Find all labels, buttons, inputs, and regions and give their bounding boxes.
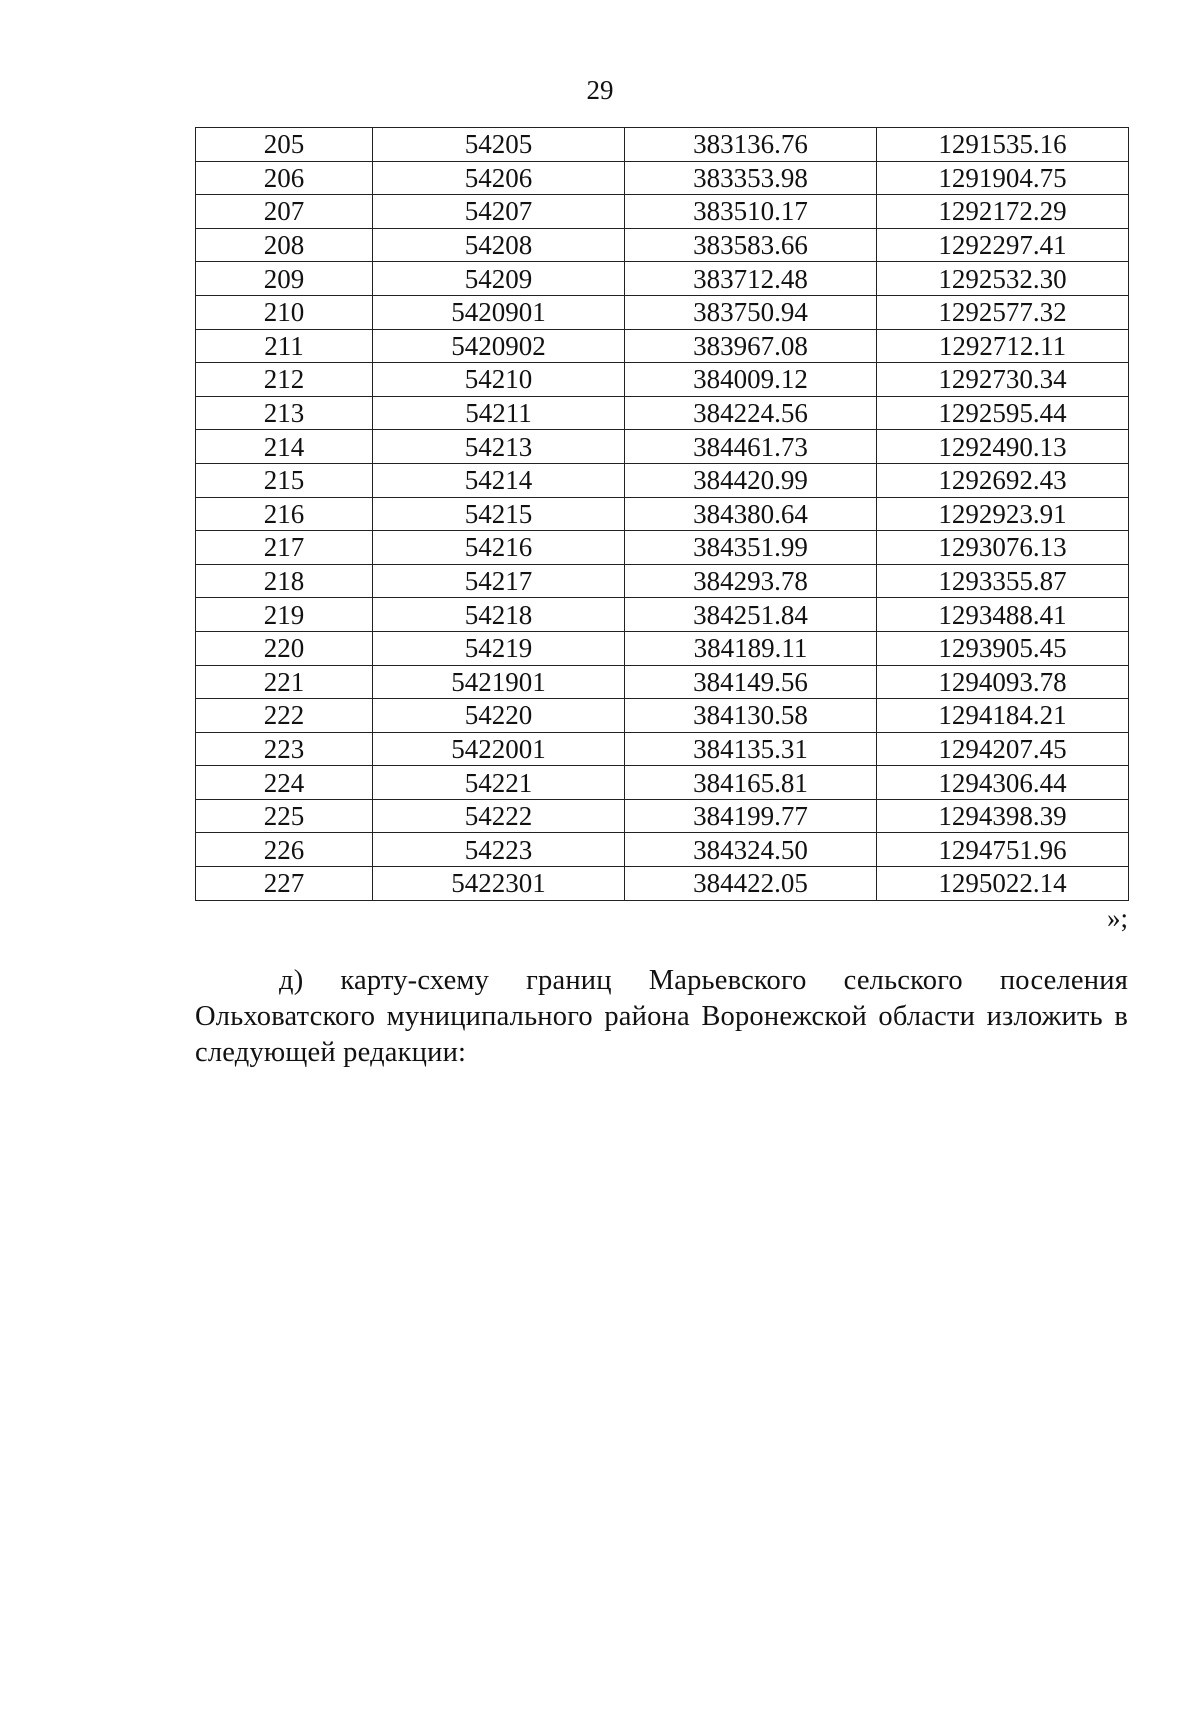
row-index-cell: 216: [196, 497, 373, 531]
x-coordinate-cell: 384224.56: [625, 396, 877, 430]
x-coordinate-cell: 384380.64: [625, 497, 877, 531]
x-coordinate-cell: 384324.50: [625, 833, 877, 867]
x-coordinate-cell: 383583.66: [625, 228, 877, 262]
row-index-cell: 219: [196, 598, 373, 632]
x-coordinate-cell: 384189.11: [625, 631, 877, 665]
table-row: [196, 732, 1129, 766]
row-index-cell: 223: [196, 732, 373, 766]
row-index-cell: 217: [196, 531, 373, 565]
table-row: [196, 766, 1129, 800]
coordinates-table: [195, 127, 1129, 901]
row-index-cell: 205: [196, 128, 373, 162]
point-id-cell: 54215: [373, 497, 625, 531]
y-coordinate-cell: 1294751.96: [877, 833, 1129, 867]
point-id-cell: 54211: [373, 396, 625, 430]
y-coordinate-cell: 1292692.43: [877, 463, 1129, 497]
table-row: [196, 396, 1129, 430]
row-index-cell: 221: [196, 665, 373, 699]
table-row: [196, 195, 1129, 229]
point-id-cell: 54214: [373, 463, 625, 497]
page-number: 29: [586, 75, 614, 105]
row-index-cell: 224: [196, 766, 373, 800]
point-id-cell: 54218: [373, 598, 625, 632]
table-row: [196, 295, 1129, 329]
row-index-cell: 214: [196, 430, 373, 464]
row-index-cell: 220: [196, 631, 373, 665]
y-coordinate-cell: 1292297.41: [877, 228, 1129, 262]
point-id-cell: 54205: [373, 128, 625, 162]
row-index-cell: 210: [196, 295, 373, 329]
y-coordinate-cell: 1293355.87: [877, 564, 1129, 598]
x-coordinate-cell: 384199.77: [625, 799, 877, 833]
point-id-cell: 54221: [373, 766, 625, 800]
table-row: [196, 531, 1129, 565]
table-row: [196, 262, 1129, 296]
y-coordinate-cell: 1292923.91: [877, 497, 1129, 531]
y-coordinate-cell: 1292712.11: [877, 329, 1129, 363]
point-id-cell: 54210: [373, 363, 625, 397]
point-id-cell: 54209: [373, 262, 625, 296]
x-coordinate-cell: 384130.58: [625, 699, 877, 733]
x-coordinate-cell: 384009.12: [625, 363, 877, 397]
y-coordinate-cell: 1292490.13: [877, 430, 1129, 464]
row-index-cell: 209: [196, 262, 373, 296]
y-coordinate-cell: 1291535.16: [877, 128, 1129, 162]
y-coordinate-cell: 1293905.45: [877, 631, 1129, 665]
point-id-cell: 5422301: [373, 867, 625, 901]
table-row: [196, 867, 1129, 901]
table-row: [196, 128, 1129, 162]
table-row: [196, 833, 1129, 867]
table-row: [196, 430, 1129, 464]
point-id-cell: 5421901: [373, 665, 625, 699]
x-coordinate-cell: 384251.84: [625, 598, 877, 632]
table-row: [196, 161, 1129, 195]
point-id-cell: 54207: [373, 195, 625, 229]
y-coordinate-cell: 1294207.45: [877, 732, 1129, 766]
table-row: [196, 564, 1129, 598]
row-index-cell: 213: [196, 396, 373, 430]
x-coordinate-cell: 383967.08: [625, 329, 877, 363]
y-coordinate-cell: 1291904.75: [877, 161, 1129, 195]
row-index-cell: 206: [196, 161, 373, 195]
row-index-cell: 207: [196, 195, 373, 229]
x-coordinate-cell: 383353.98: [625, 161, 877, 195]
x-coordinate-cell: 384165.81: [625, 766, 877, 800]
body-paragraph: д) карту-схему границ Марьевского сельского поселения Ольховатского муниципального района Воронежской области изложить в следующей редакции:: [195, 964, 1128, 1068]
coordinates-table-body: [196, 128, 1129, 901]
row-index-cell: 226: [196, 833, 373, 867]
x-coordinate-cell: 384135.31: [625, 732, 877, 766]
row-index-cell: 208: [196, 228, 373, 262]
table-row: [196, 665, 1129, 699]
row-index-cell: 218: [196, 564, 373, 598]
x-coordinate-cell: 384420.99: [625, 463, 877, 497]
point-id-cell: 5420902: [373, 329, 625, 363]
y-coordinate-cell: 1294398.39: [877, 799, 1129, 833]
closing-quote: »;: [1106, 903, 1128, 933]
x-coordinate-cell: 383750.94: [625, 295, 877, 329]
point-id-cell: 54220: [373, 699, 625, 733]
point-id-cell: 54216: [373, 531, 625, 565]
y-coordinate-cell: 1292532.30: [877, 262, 1129, 296]
x-coordinate-cell: 384293.78: [625, 564, 877, 598]
point-id-cell: 54213: [373, 430, 625, 464]
point-id-cell: 54217: [373, 564, 625, 598]
point-id-cell: 5420901: [373, 295, 625, 329]
table-row: [196, 631, 1129, 665]
row-index-cell: 225: [196, 799, 373, 833]
table-row: [196, 497, 1129, 531]
table-row: [196, 699, 1129, 733]
row-index-cell: 215: [196, 463, 373, 497]
point-id-cell: 5422001: [373, 732, 625, 766]
x-coordinate-cell: 383712.48: [625, 262, 877, 296]
x-coordinate-cell: 383136.76: [625, 128, 877, 162]
x-coordinate-cell: 384461.73: [625, 430, 877, 464]
y-coordinate-cell: 1294093.78: [877, 665, 1129, 699]
y-coordinate-cell: 1295022.14: [877, 867, 1129, 901]
point-id-cell: 54223: [373, 833, 625, 867]
y-coordinate-cell: 1293076.13: [877, 531, 1129, 565]
table-row: [196, 598, 1129, 632]
x-coordinate-cell: 384422.05: [625, 867, 877, 901]
table-row: [196, 228, 1129, 262]
row-index-cell: 212: [196, 363, 373, 397]
table-row: [196, 329, 1129, 363]
y-coordinate-cell: 1292730.34: [877, 363, 1129, 397]
table-row: [196, 363, 1129, 397]
x-coordinate-cell: 384149.56: [625, 665, 877, 699]
table-row: [196, 463, 1129, 497]
point-id-cell: 54222: [373, 799, 625, 833]
x-coordinate-cell: 383510.17: [625, 195, 877, 229]
y-coordinate-cell: 1292172.29: [877, 195, 1129, 229]
point-id-cell: 54219: [373, 631, 625, 665]
row-index-cell: 222: [196, 699, 373, 733]
row-index-cell: 227: [196, 867, 373, 901]
point-id-cell: 54208: [373, 228, 625, 262]
table-row: [196, 799, 1129, 833]
y-coordinate-cell: 1294306.44: [877, 766, 1129, 800]
y-coordinate-cell: 1292577.32: [877, 295, 1129, 329]
y-coordinate-cell: 1293488.41: [877, 598, 1129, 632]
point-id-cell: 54206: [373, 161, 625, 195]
y-coordinate-cell: 1292595.44: [877, 396, 1129, 430]
row-index-cell: 211: [196, 329, 373, 363]
y-coordinate-cell: 1294184.21: [877, 699, 1129, 733]
x-coordinate-cell: 384351.99: [625, 531, 877, 565]
